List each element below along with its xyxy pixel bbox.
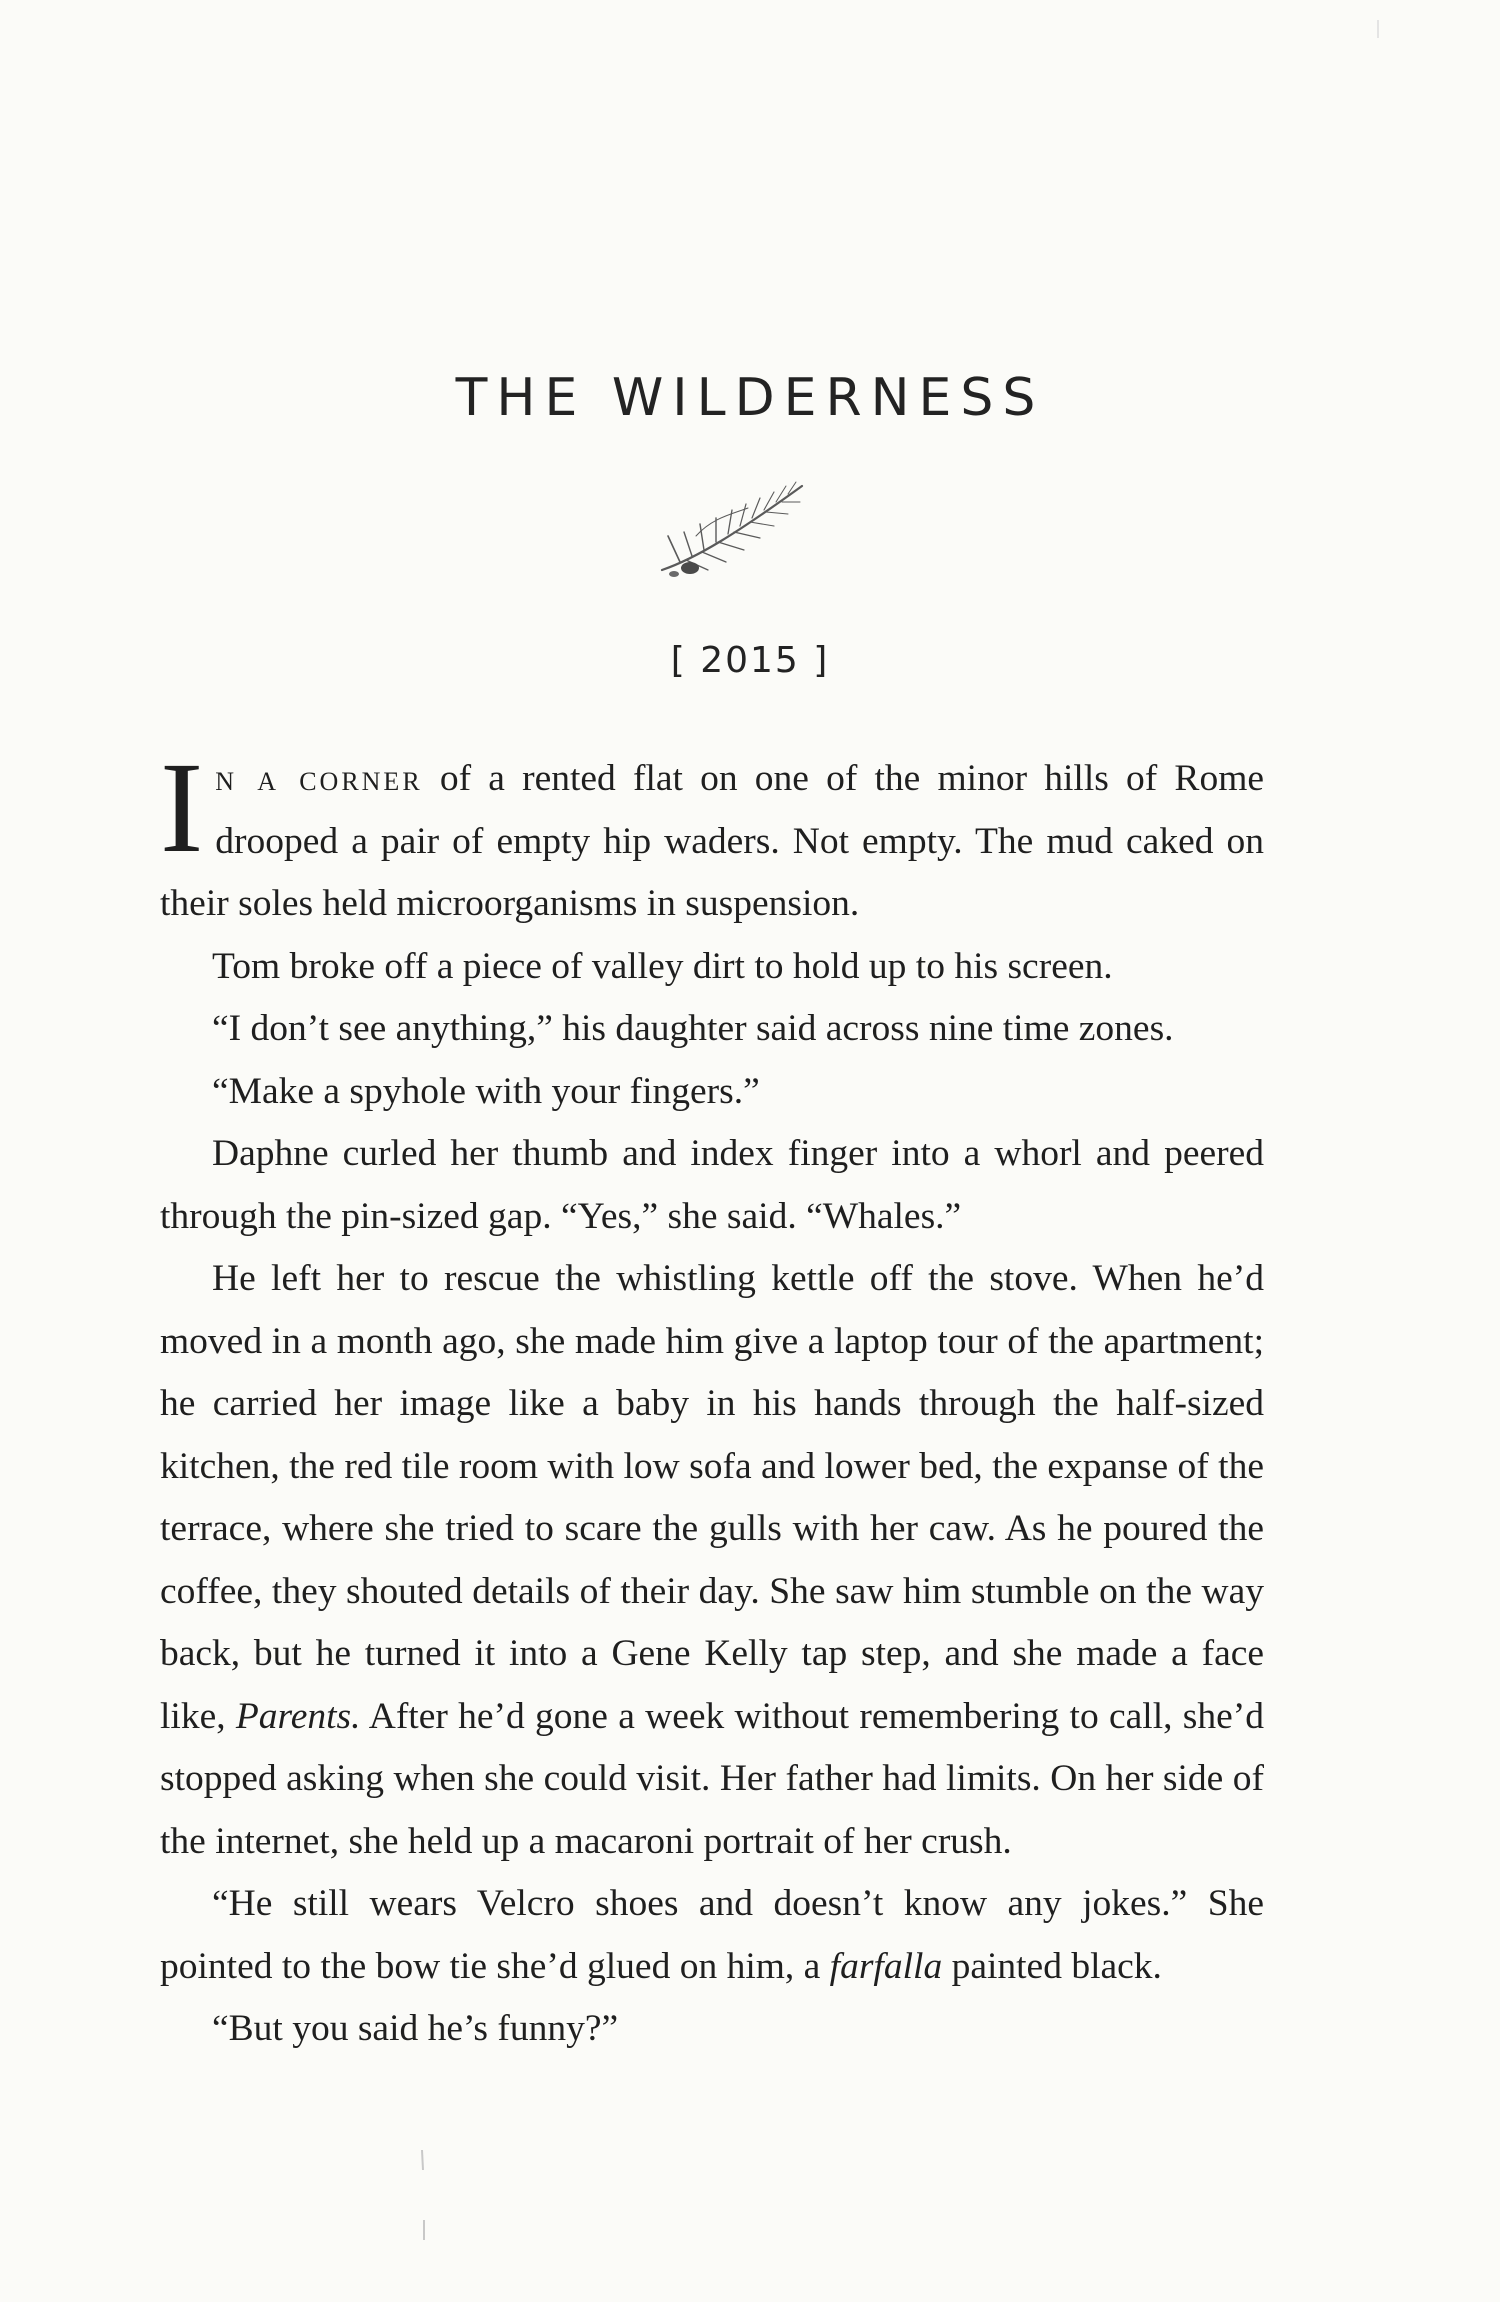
- paragraph-7: [160, 1873, 1264, 1998]
- paragraph-1-text: of a rented flat on one of the minor hills of Rome drooped a pair of empty hip waders. Not empty. The mud caked on their soles held microorganisms in suspension.: [160, 758, 1265, 924]
- chapter-body: [160, 736, 1265, 2061]
- chapter-year: [ 2015 ]: [670, 640, 830, 681]
- paragraph-3: “I don’t see anything,” his daughter said across nine time zones.: [212, 1008, 1174, 1049]
- drop-cap: I: [160, 736, 204, 880]
- chapter-title: THE WILDERNESS: [455, 368, 1045, 428]
- paragraph-5: Daphne curled her thumb and index finger into a whorl and peered through the pin-sized gap. “Yes,” she said. “Whales.”: [160, 1133, 1264, 1237]
- paragraph-8: “But you said he’s funny?”: [212, 2008, 619, 2049]
- paragraph-7-text-b: painted black.: [942, 1945, 1162, 1987]
- olive-branch-icon: [652, 478, 812, 588]
- paragraph-2: Tom broke off a piece of valley dirt to hold up to his screen.: [212, 945, 1113, 987]
- paragraph-6-italic: Parents.: [235, 1695, 361, 1737]
- opening-small-caps: n a corner: [215, 758, 423, 799]
- paragraph-6: [160, 1248, 1264, 1873]
- paragraph-6-text-b: After he’d gone a week without remembering to call, she’d stopped asking when she could visit. Her father had limits. On her side of the internet, she held up a macaroni portrait of her crush.: [160, 1695, 1264, 1862]
- paragraph-7-italic: farfalla: [829, 1945, 943, 1987]
- paragraph-7-text-a: “He still wears Velcro shoes and doesn’t know any jokes.” She pointed to the bow tie she’d glued on him, a: [160, 1883, 1264, 1987]
- paragraph-4: “Make a spyhole with your fingers.”: [212, 1070, 760, 1112]
- paragraph-6-text-a: He left her to rescue the whistling kettle off the stove. When he’d moved in a month ago, she made him give a laptop tour of the apartment; he carried her image like a baby in his hands through the half-sized kitchen, the red tile room with low sofa and lower bed, the expanse of the terrace, where she tried to scare the gulls with her caw. As he poured the coffee, they shouted details of their day. She saw him stumble on the way back, but he turned it into a Gene Kelly tap step, and she made a face like,: [160, 1258, 1264, 1737]
- paragraph-1: [160, 736, 1265, 936]
